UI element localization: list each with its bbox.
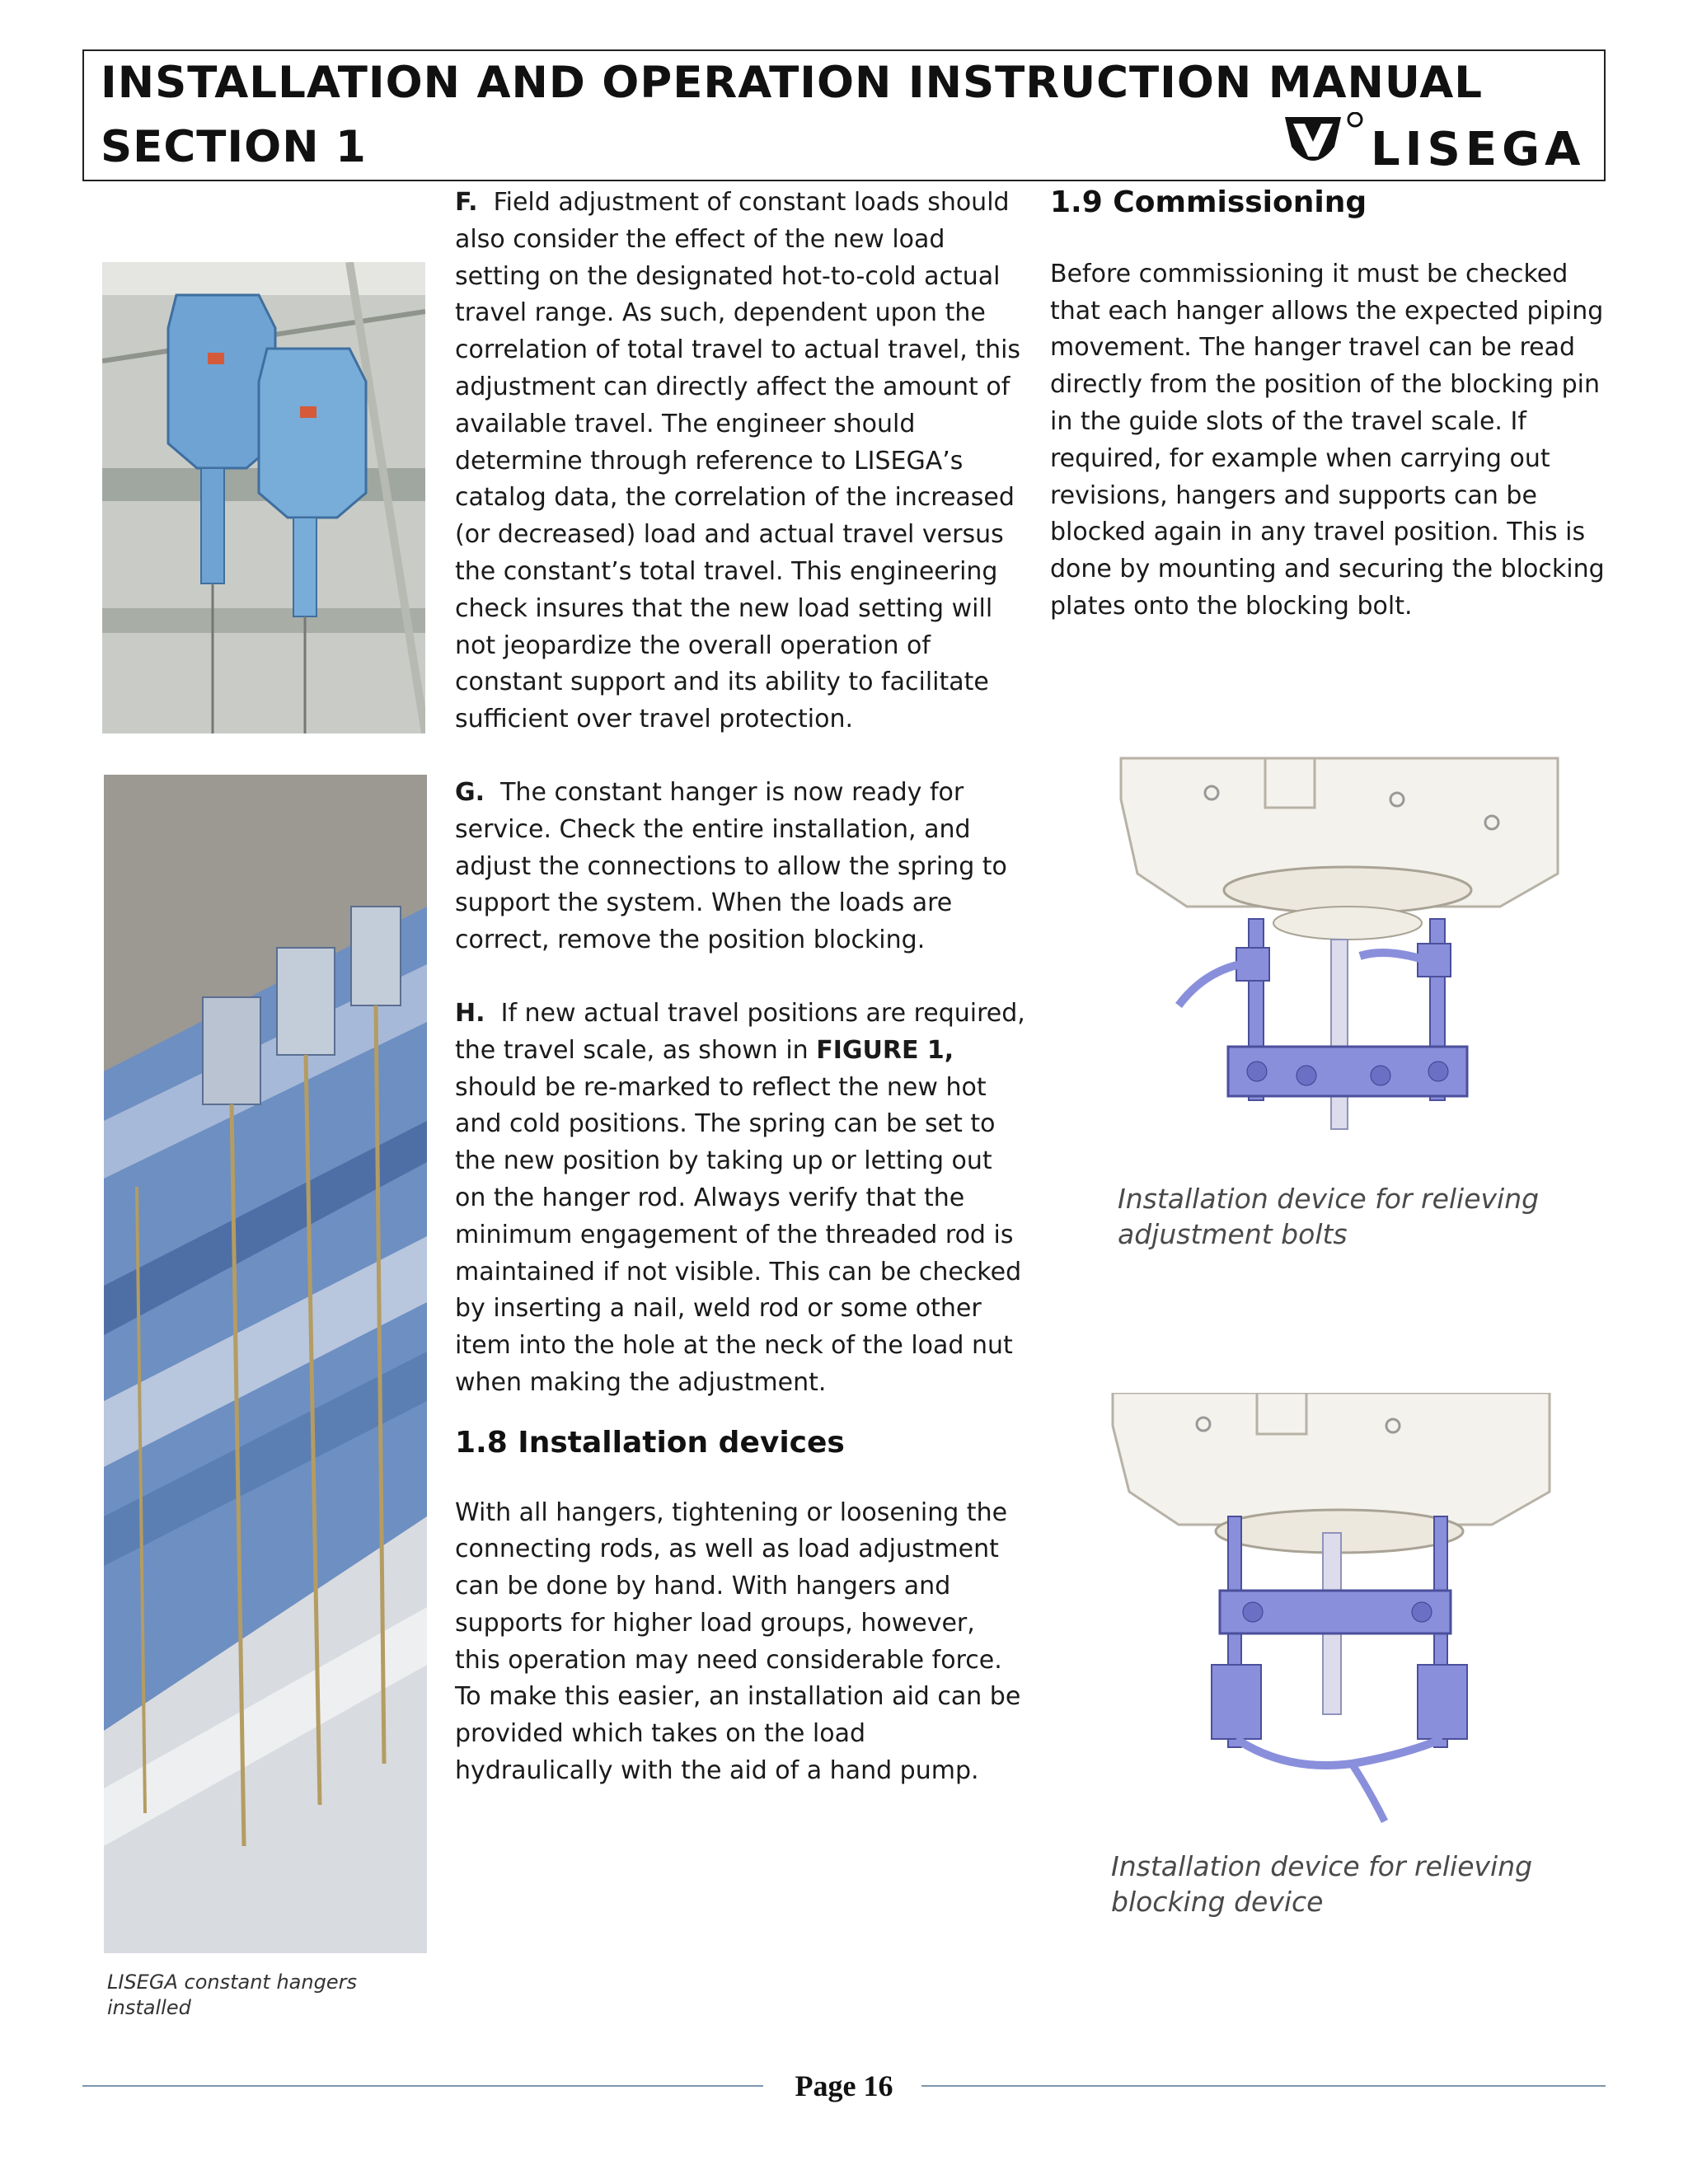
para-g-lead: G.: [455, 777, 485, 807]
logo-wordmark: LISEGA: [1371, 123, 1586, 176]
header-box: [82, 49, 1606, 181]
paragraph-g: [455, 775, 1027, 959]
para-f-lead: F.: [455, 188, 478, 217]
para-f-text: Field adjustment of constant loads should also consider the effect of the new load setting on the designated hot-to-cold actual travel range. As such, dependent upon the correlation of total travel to actual travel, this adjustment can directly affect the amount of available travel. The engineer should determine through reference to LISEGA’s catalog data, the correlation of the increased (or decreased) load and actual travel versus the constant’s total travel. This engineering check insures that the new load setting will not jeopardize the overall operation of constant support and its ability to facilitate sufficient over travel protection.: [455, 188, 1021, 734]
page-number: Page 16: [795, 2069, 893, 2102]
paragraph-f: [455, 185, 1027, 738]
section-1-9-heading: 1.9 Commissioning: [1050, 185, 1367, 219]
section-1-9-text: Before commissioning it must be checked that each hanger allows the expected piping movement. The hanger travel can be read directly from the position of the blocking pin in the guide slots of the travel scale. If required, for example when carrying out revisions, hangers and supports can be blocked again in any travel position. This is done by mounting and securing the blocking plates onto the blocking bolt.: [1050, 259, 1605, 621]
para-h-text-after: should be re-marked to reflect the new hot and cold positions. The spring can be set to the new position by taking up or letting out on the hanger rod. Always verify that the minimum engagement of the threaded rod is maintained if not visible. This can be checked by inserting a nail, weld rod or some other item into the hole at the neck of the load nut when making the adjustment.: [455, 1072, 1022, 1397]
figure-2-caption: Installation device for relieving blocking device: [1111, 1850, 1533, 1918]
figure-1-reference: FIGURE 1,: [816, 1035, 954, 1065]
photo-hangers-on-platform: [104, 775, 427, 1953]
manual-title: INSTALLATION AND OPERATION INSTRUCTION MANUAL: [101, 58, 1484, 108]
photo-caption: LISEGA constant hangers installed: [107, 1971, 357, 2020]
section-title: SECTION 1: [101, 122, 367, 172]
para-g-text: The constant hanger is now ready for service. Check the entire installation, and adjust the connections to allow the spring to support the system. When the loads are correct, remove the position blocking.: [455, 777, 1007, 955]
figure-blocking-device: [1104, 1393, 1574, 1838]
photo-constant-hangers-top: [102, 262, 425, 733]
para-h-text-before: If new actual travel positions are required, the travel scale, as shown in: [455, 998, 1025, 1065]
para-h-lead: H.: [455, 998, 485, 1028]
right-text-column: [1050, 185, 1619, 626]
logo-ring-icon: [1346, 112, 1364, 173]
paragraph-h: [455, 996, 1027, 1402]
figure-1-caption: Installation device for relieving adjustment bolts: [1118, 1183, 1540, 1250]
section-1-8-heading: 1.8 Installation devices: [455, 1425, 845, 1460]
lisega-emblem-icon: [1280, 114, 1346, 173]
section-1-8-text: With all hangers, tightening or loosening the connecting rods, as well as load adjustment can be done by hand. With hangers and supports for higher load groups, however, this operation may need considerable force. To make this easier, an installation aid can be provided which takes on the load hydraulically with the aid of a hand pump.: [455, 1497, 1021, 1786]
middle-text-column: [455, 185, 1027, 1790]
lisega-logo: [1280, 112, 1589, 176]
